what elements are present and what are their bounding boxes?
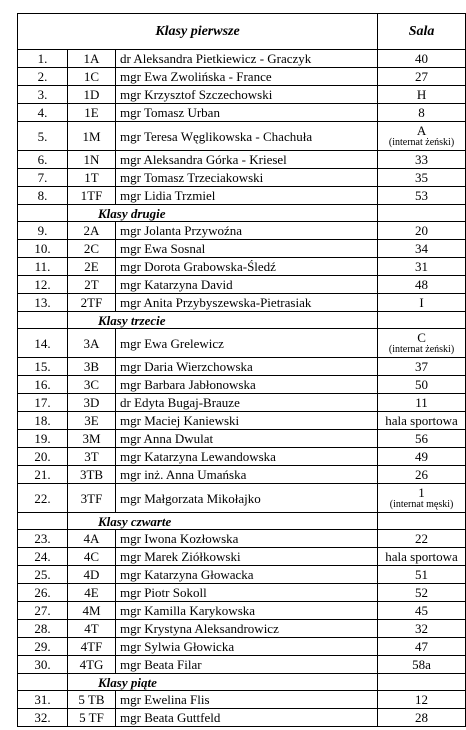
room-cell: [378, 691, 466, 709]
room-cell: [378, 709, 466, 727]
room-cell: [378, 50, 466, 68]
row-number: 21.: [18, 466, 68, 484]
room-value: 58a: [412, 657, 431, 672]
table-row: [18, 584, 466, 602]
row-number: 20.: [18, 448, 68, 466]
section-room-spacer: [378, 312, 466, 329]
teacher-name: mgr Beata Filar: [116, 656, 378, 674]
room-value: C: [417, 329, 426, 345]
table-row: [18, 169, 466, 187]
class-code: 1C: [68, 68, 116, 86]
row-number: 30.: [18, 656, 68, 674]
room-value: 34: [415, 241, 429, 256]
room-cell: [378, 358, 466, 376]
teacher-name: mgr Beata Guttfeld: [116, 709, 378, 727]
teacher-name: mgr Barbara Jabłonowska: [116, 376, 378, 394]
room-cell: [378, 584, 466, 602]
table-row: [18, 691, 466, 709]
room-cell: [378, 620, 466, 638]
table-row: [18, 530, 466, 548]
room-cell: [378, 294, 466, 312]
table-row: [18, 709, 466, 727]
class-code: 5 TF: [68, 709, 116, 727]
row-number: 14.: [18, 329, 68, 358]
room-cell: [378, 86, 466, 104]
teacher-name: mgr Katarzyna Lewandowska: [116, 448, 378, 466]
room-value: 45: [415, 603, 429, 618]
row-number: 23.: [18, 530, 68, 548]
class-code: 3A: [68, 329, 116, 358]
section-title: Klasy czwarte: [68, 513, 378, 530]
teacher-name: mgr Jolanta Przywoźna: [116, 222, 378, 240]
room-value: 49: [415, 449, 429, 464]
table-row: [18, 376, 466, 394]
teacher-name: mgr Ewa Grelewicz: [116, 329, 378, 358]
row-number: 22.: [18, 484, 68, 513]
table-header-row: [18, 14, 466, 50]
room-value: 40: [415, 51, 429, 66]
table-row: [18, 240, 466, 258]
room-value: 27: [415, 69, 429, 84]
row-number: 16.: [18, 376, 68, 394]
class-code: 1A: [68, 50, 116, 68]
class-code: 4D: [68, 566, 116, 584]
room-value: hala sportowa: [385, 549, 458, 564]
class-code: 2TF: [68, 294, 116, 312]
row-number: 27.: [18, 602, 68, 620]
room-value: 51: [415, 567, 429, 582]
room-cell: [378, 169, 466, 187]
class-code: 4C: [68, 548, 116, 566]
section-title: Klasy piąte: [68, 674, 378, 691]
room-value: hala sportowa: [385, 413, 458, 428]
teacher-name: mgr Piotr Sokoll: [116, 584, 378, 602]
room-note: (internat żeński): [388, 136, 455, 148]
table-row: [18, 151, 466, 169]
room-cell: [378, 602, 466, 620]
table-row: [18, 358, 466, 376]
teacher-name: mgr Iwona Kozłowska: [116, 530, 378, 548]
room-value: 33: [415, 152, 429, 167]
teacher-name: mgr Krystyna Aleksandrowicz: [116, 620, 378, 638]
table-row: [18, 484, 466, 513]
table-row: [18, 68, 466, 86]
section-spacer: [18, 674, 68, 691]
room-cell: [378, 548, 466, 566]
teacher-name: dr Aleksandra Pietkiewicz - Graczyk: [116, 50, 378, 68]
room-cell: [378, 187, 466, 205]
teacher-name: mgr Kamilla Karykowska: [116, 602, 378, 620]
table-row: [18, 86, 466, 104]
teacher-name: mgr Aleksandra Górka - Kriesel: [116, 151, 378, 169]
class-code: 4T: [68, 620, 116, 638]
room-column-header: Sala: [378, 14, 466, 50]
teacher-name: mgr Katarzyna David: [116, 276, 378, 294]
class-code: 2T: [68, 276, 116, 294]
class-code: 4M: [68, 602, 116, 620]
table-row: [18, 329, 466, 358]
row-number: 6.: [18, 151, 68, 169]
class-code: 4TG: [68, 656, 116, 674]
row-number: 18.: [18, 412, 68, 430]
room-value: 47: [415, 639, 429, 654]
class-code: 5 TB: [68, 691, 116, 709]
row-number: 11.: [18, 258, 68, 276]
room-value: 26: [415, 467, 429, 482]
teacher-name: mgr Tomasz Urban: [116, 104, 378, 122]
room-cell: [378, 222, 466, 240]
room-value: 37: [415, 359, 429, 374]
room-cell: [378, 412, 466, 430]
room-value: 35: [415, 170, 429, 185]
row-number: 5.: [18, 122, 68, 151]
room-cell: [378, 466, 466, 484]
row-number: 13.: [18, 294, 68, 312]
section-room-spacer: [378, 513, 466, 530]
teacher-name: mgr Anita Przybyszewska-Pietrasiak: [116, 294, 378, 312]
room-cell: [378, 656, 466, 674]
table-row: [18, 104, 466, 122]
class-code: 3B: [68, 358, 116, 376]
room-value: 1: [418, 484, 425, 500]
row-number: 24.: [18, 548, 68, 566]
class-code: 4TF: [68, 638, 116, 656]
room-cell: [378, 68, 466, 86]
class-code: 4A: [68, 530, 116, 548]
room-cell: [378, 530, 466, 548]
row-number: 2.: [18, 68, 68, 86]
row-number: 9.: [18, 222, 68, 240]
room-cell: [378, 151, 466, 169]
teacher-name: mgr Daria Wierzchowska: [116, 358, 378, 376]
table-row: [18, 430, 466, 448]
row-number: 25.: [18, 566, 68, 584]
teacher-name: mgr Marek Ziółkowski: [116, 548, 378, 566]
room-cell: [378, 329, 466, 358]
table-row: [18, 412, 466, 430]
table-row: [18, 638, 466, 656]
class-code: 4E: [68, 584, 116, 602]
table-row: [18, 448, 466, 466]
row-number: 3.: [18, 86, 68, 104]
class-code: 3C: [68, 376, 116, 394]
row-number: 12.: [18, 276, 68, 294]
teacher-name: mgr Ewa Zwolińska - France: [116, 68, 378, 86]
table-row: [18, 294, 466, 312]
row-number: 29.: [18, 638, 68, 656]
class-code: 1TF: [68, 187, 116, 205]
row-number: 10.: [18, 240, 68, 258]
section-header-row: [18, 674, 466, 691]
table-row: [18, 394, 466, 412]
room-cell: [378, 240, 466, 258]
room-cell: [378, 448, 466, 466]
teacher-name: mgr inż. Anna Umańska: [116, 466, 378, 484]
class-code: 2C: [68, 240, 116, 258]
room-value: I: [419, 295, 424, 310]
room-value: 48: [415, 277, 429, 292]
teacher-name: mgr Ewa Sosnal: [116, 240, 378, 258]
room-value: 31: [415, 259, 429, 274]
table-body: [18, 14, 466, 727]
row-number: 19.: [18, 430, 68, 448]
room-cell: [378, 394, 466, 412]
section-room-spacer: [378, 674, 466, 691]
room-cell: [378, 104, 466, 122]
room-cell: [378, 122, 466, 151]
row-number: 7.: [18, 169, 68, 187]
teacher-name: mgr Lidia Trzmiel: [116, 187, 378, 205]
class-code: 2A: [68, 222, 116, 240]
section-title: Klasy drugie: [68, 205, 378, 222]
table-row: [18, 466, 466, 484]
section-title-first-year: Klasy pierwsze: [18, 14, 378, 50]
room-value: A: [416, 122, 427, 138]
section-header-row: [18, 205, 466, 222]
room-value: 52: [415, 585, 429, 600]
class-code: 1T: [68, 169, 116, 187]
room-value: 11: [415, 395, 428, 410]
table-row: [18, 122, 466, 151]
room-cell: [378, 484, 466, 513]
room-cell: [378, 638, 466, 656]
room-value: 12: [415, 692, 429, 707]
row-number: 15.: [18, 358, 68, 376]
class-code: 1E: [68, 104, 116, 122]
row-number: 26.: [18, 584, 68, 602]
room-cell: [378, 566, 466, 584]
class-code: 1M: [68, 122, 116, 151]
teacher-name: mgr Ewelina Flis: [116, 691, 378, 709]
room-value: 22: [415, 531, 429, 546]
table-row: [18, 258, 466, 276]
class-code: 3TF: [68, 484, 116, 513]
section-title: Klasy trzecie: [68, 312, 378, 329]
row-number: 31.: [18, 691, 68, 709]
room-value: 56: [415, 431, 429, 446]
room-value: 28: [415, 710, 429, 725]
room-value: 50: [415, 377, 429, 392]
class-code: 1D: [68, 86, 116, 104]
room-value: 8: [418, 105, 425, 120]
table-row: [18, 187, 466, 205]
teacher-name: mgr Małgorzata Mikołajko: [116, 484, 378, 513]
teacher-name: mgr Anna Dwulat: [116, 430, 378, 448]
table-row: [18, 620, 466, 638]
room-value: 32: [415, 621, 429, 636]
room-value: 53: [415, 188, 429, 203]
table-row: [18, 276, 466, 294]
room-cell: [378, 258, 466, 276]
section-spacer: [18, 312, 68, 329]
row-number: 17.: [18, 394, 68, 412]
table-row: [18, 602, 466, 620]
class-code: 2E: [68, 258, 116, 276]
teacher-name: mgr Teresa Węglikowska - Chachuła: [116, 122, 378, 151]
section-spacer: [18, 205, 68, 222]
class-code: 1N: [68, 151, 116, 169]
room-cell: [378, 376, 466, 394]
row-number: 32.: [18, 709, 68, 727]
class-code: 3E: [68, 412, 116, 430]
table-row: [18, 656, 466, 674]
table-row: [18, 50, 466, 68]
teacher-name: dr Edyta Bugaj-Brauze: [116, 394, 378, 412]
class-code: 3M: [68, 430, 116, 448]
teacher-name: mgr Dorota Grabowska-Śledź: [116, 258, 378, 276]
section-header-row: [18, 513, 466, 530]
teacher-name: mgr Krzysztof Szczechowski: [116, 86, 378, 104]
row-number: 1.: [18, 50, 68, 68]
row-number: 4.: [18, 104, 68, 122]
row-number: 28.: [18, 620, 68, 638]
room-note: (internat żeński): [388, 343, 455, 355]
table-row: [18, 548, 466, 566]
room-value: H: [416, 87, 427, 102]
room-value: 20: [415, 223, 429, 238]
row-number: 8.: [18, 187, 68, 205]
class-code: 3T: [68, 448, 116, 466]
teacher-name: mgr Sylwia Głowicka: [116, 638, 378, 656]
room-cell: [378, 276, 466, 294]
teacher-name: mgr Katarzyna Głowacka: [116, 566, 378, 584]
room-cell: [378, 430, 466, 448]
teacher-name: mgr Tomasz Trzeciakowski: [116, 169, 378, 187]
section-header-row: [18, 312, 466, 329]
teacher-name: mgr Maciej Kaniewski: [116, 412, 378, 430]
room-note: (internat męski): [389, 498, 454, 510]
section-room-spacer: [378, 205, 466, 222]
section-spacer: [18, 513, 68, 530]
class-code: 3TB: [68, 466, 116, 484]
class-code: 3D: [68, 394, 116, 412]
table-row: [18, 566, 466, 584]
class-room-table: [17, 13, 466, 727]
table-row: [18, 222, 466, 240]
